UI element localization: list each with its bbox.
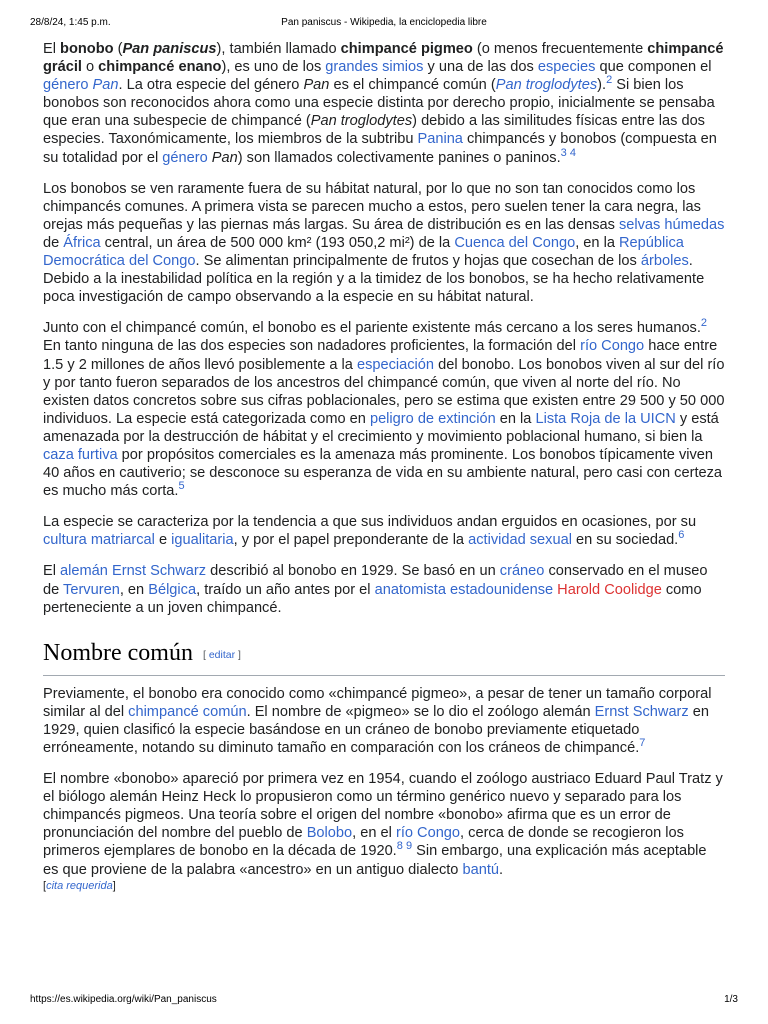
reference-link[interactable]: 3 <box>560 146 567 159</box>
print-date: 28/8/24, 1:45 p.m. <box>30 17 111 28</box>
text: Sin embargo, una explicación más aceptable es que proviene de la palabra «ancestro» en un antiguo dialecto <box>43 843 707 878</box>
bold-term: chimpancé enano <box>98 59 222 76</box>
edit-section-link[interactable]: editar <box>208 648 236 661</box>
bracket: [ <box>43 879 47 892</box>
link-harold-coolidge-missing[interactable]: Harold Coolidge <box>557 581 662 598</box>
text: y una de las dos <box>423 59 538 76</box>
text: del bonobo. Los bonobos viven al sur del río y por tanto fueron separados de los ancestros del chimpancé común, que viven al norte del río. No existen datos concretos sobre sus cifras poblacionales, pero se estima que existen entre 29 500 y 50 000 individuos. La especie está categorizada como en <box>43 356 725 427</box>
text: En tanto ninguna de las dos especies son nadadores proficientes, la formación del <box>43 338 581 355</box>
link-cuenca-del-congo[interactable]: Cuenca del Congo <box>454 234 576 251</box>
bonobo-name-paragraph <box>43 770 725 893</box>
print-url: https://es.wikipedia.org/wiki/Pan_paniscus <box>30 994 217 1005</box>
text: o <box>81 59 99 76</box>
page-number: 1/3 <box>724 994 738 1005</box>
text: ) son llamados colectivamente panines o paninos. <box>237 149 561 166</box>
link-selvas-humedas[interactable]: selvas húmedas <box>618 216 725 233</box>
link-actividad-sexual[interactable]: actividad sexual <box>468 532 572 549</box>
text: , en <box>119 581 149 598</box>
text: , traído un año antes por el <box>196 581 375 598</box>
section-heading-nombre-comun <box>43 639 725 676</box>
link-ernst-schwarz[interactable]: Ernst Schwarz <box>111 563 207 580</box>
link-aleman[interactable]: alemán <box>60 563 108 580</box>
text: en su sociedad. <box>571 532 679 549</box>
text: que componen el <box>595 59 712 76</box>
reference-link[interactable]: 2 <box>700 317 708 330</box>
link-tervuren[interactable]: Tervuren <box>63 581 120 598</box>
text: Los bonobos se ven raramente fuera de su hábitat natural, por lo que no son tan conocidos como los chimpancés comunes. A primera vista se parecen mucho a estos, pero suelen tener la cara negra, las orejas más pequeñas y las piernas más largas. Su área de distribución es en las densas <box>43 180 701 233</box>
text: . La otra especie del género <box>118 77 304 94</box>
bracket: [ <box>202 648 209 661</box>
text: . El nombre de «pigmeo» se lo dio el zoólogo alemán <box>246 703 595 720</box>
text: como perteneciente a un joven chimpancé. <box>43 581 702 616</box>
text: , cerca de donde se recogieron los primeros ejemplares de bonobo en la década de 1920. <box>43 825 684 860</box>
bracket: ] <box>235 648 241 661</box>
discovery-paragraph <box>43 562 725 616</box>
text: e <box>154 532 172 549</box>
text: La especie se caracteriza por la tendencia a que sus individuos andan erguidos en ocasiones, por su <box>43 514 697 531</box>
link-genero[interactable]: género <box>162 149 208 166</box>
section-title: Nombre común <box>43 639 193 666</box>
print-footer <box>30 994 738 1008</box>
intro-paragraph <box>43 40 725 167</box>
text: . Se alimentan principalmente de frutos y hojas que cosechan de los <box>195 253 641 270</box>
text: Junto con el chimpancé común, el bonobo es el pariente existente más cercano a los seres humanos. <box>43 320 701 337</box>
link-text: género <box>43 77 93 94</box>
reference-link[interactable]: 6 <box>678 529 685 542</box>
italic-term: Pan troglodytes <box>310 113 413 130</box>
citation-needed <box>43 879 725 893</box>
link-chimpance-comun[interactable]: chimpancé común <box>128 703 247 720</box>
bold-term: chimpancé grácil <box>43 41 724 76</box>
bold-term: bonobo <box>60 41 114 57</box>
text: es el chimpancé común ( <box>329 77 496 94</box>
link-panina[interactable]: Panina <box>417 131 463 148</box>
edit-section <box>203 649 241 661</box>
print-page-title: Pan paniscus - Wikipedia, la enciclopedia libre <box>281 17 487 28</box>
text: , en la <box>575 234 620 251</box>
reference-link[interactable]: 7 <box>639 737 646 750</box>
link-especies[interactable]: especies <box>537 59 596 76</box>
text: Si bien los bonobos son reconocidos ahora como una especie distinta por derecho propio, inicialmente se pensaba que eran una subespecie de chimpancé ( <box>43 77 715 130</box>
name-origin-paragraph <box>43 685 725 757</box>
behavior-paragraph <box>43 513 725 549</box>
habitat-paragraph <box>43 180 725 307</box>
reference-link[interactable]: 9 <box>405 840 413 853</box>
link-text: cita requerida <box>46 879 113 892</box>
evolution-paragraph <box>43 319 725 500</box>
link-ernst-schwarz[interactable]: Ernst Schwarz <box>594 703 689 720</box>
link-rio-congo[interactable]: río Congo <box>580 338 645 355</box>
link-text: Pan troglodytes <box>495 77 598 94</box>
text: por propósitos comerciales es la amenaza más prominente. Los bonobos típicamente viven 40 años en cautiverio; se desconoce su esperanza de vida en su ambiente natural, pero casi con certeza es mucho más corta. <box>43 446 723 500</box>
link-rio-congo[interactable]: río Congo <box>395 825 461 842</box>
text: hace entre 1.5 y 2 millones de años llevó posiblemente a la <box>43 338 718 373</box>
text: El <box>43 563 61 580</box>
link-belgica[interactable]: Bélgica <box>148 581 197 598</box>
link-bolobo[interactable]: Bolobo <box>306 825 353 842</box>
text: ). <box>597 77 607 94</box>
text: , y por el papel preponderante de la <box>233 532 469 549</box>
text: . <box>499 861 504 878</box>
reference-link[interactable]: 5 <box>178 480 185 493</box>
link-caza-furtiva[interactable]: caza furtiva <box>43 446 118 463</box>
text: central, un área de 500 000 km² (193 050,2 mi²) de la <box>100 234 455 251</box>
text: chimpancés y bonobos (compuesta en su totalidad por el <box>43 131 717 166</box>
text: (o menos frecuentemente <box>472 41 648 57</box>
text: describió al bonobo en 1929. Se basó en un <box>206 563 500 580</box>
link-anatomista[interactable]: anatomista <box>374 581 446 598</box>
text: ( <box>113 41 123 57</box>
bold-term: chimpancé pigmeo <box>340 41 473 57</box>
italic-term: Pan <box>303 77 330 94</box>
reference-link[interactable]: 8 <box>396 840 403 853</box>
citation-needed-link[interactable] <box>46 880 113 892</box>
link-grandes-simios[interactable]: grandes simios <box>325 59 424 76</box>
text: en 1929, quien clasificó la especie basándose en un cráneo de bonobo previamente etiquetado erróneamente, notando su diminuto tamaño en comparación con los cráneos de chimpancé. <box>43 703 710 756</box>
bracket: ] <box>112 879 116 892</box>
link-craneo[interactable]: cráneo <box>499 563 545 580</box>
print-header <box>30 17 738 31</box>
article-body <box>43 40 725 906</box>
link-lista-roja-uicn[interactable]: Lista Roja de la UICN <box>535 410 676 427</box>
scientific-name: Pan paniscus <box>122 41 217 57</box>
link-bantu[interactable]: bantú <box>462 861 500 878</box>
link-text: Pan <box>92 77 119 94</box>
reference-link[interactable]: 2 <box>606 74 613 87</box>
link-arboles[interactable]: árboles <box>640 253 689 270</box>
text: conservado en el museo de <box>43 563 708 598</box>
link-cultura-matriarcal[interactable]: cultura matriarcal <box>43 532 155 549</box>
link-africa[interactable]: África <box>63 234 101 251</box>
link-especiacion[interactable]: especiación <box>356 356 435 373</box>
link-estadounidense[interactable]: estadounidense <box>450 581 554 598</box>
link-rd-congo[interactable]: República Democrática del Congo <box>43 234 684 270</box>
text: ), también llamado <box>216 41 341 57</box>
text: , en el <box>352 825 396 842</box>
text: El <box>43 41 61 57</box>
text: y está amenazada por la destrucción de hábitat y el crecimiento y movimiento poblacional humano, si bien la <box>43 410 719 445</box>
text: en la <box>495 410 536 427</box>
link-pan-troglodytes[interactable] <box>496 77 597 93</box>
text: El nombre «bonobo» apareció por primera vez en 1954, cuando el zoólogo austriaco Eduard Paul Tratz y el biólogo alemán Heinz Heck lo propusieron como un término genérico nuevo y separado para los chimpancés pigmeos. Una teoría sobre el origen del nombre «bonobo» afirma que es un error de pronunciación del nombre del pueblo de <box>43 771 723 842</box>
reference-link[interactable]: 4 <box>569 146 576 159</box>
link-igualitaria[interactable]: igualitaria <box>171 532 234 549</box>
italic-term: Pan <box>211 149 238 166</box>
link-genero-pan[interactable] <box>43 77 118 93</box>
text: ) debido a las similitudes físicas entre las dos especies. Taxonómicamente, los miembros de la subtribu <box>43 113 705 148</box>
text: Previamente, el bonobo era conocido como «chimpancé pigmeo», a pesar de tener un tamaño corporal similar al del <box>43 685 712 720</box>
text: de <box>43 234 64 251</box>
text: . Debido a la inestabilidad política en la región y a la timidez de los bonobos, se ha hecho relativamente poca investigación de campo observando a la especie en su hábitat natural. <box>43 253 705 306</box>
link-peligro-de-extincion[interactable]: peligro de extinción <box>369 410 496 427</box>
text: ), es uno de los <box>221 59 326 76</box>
